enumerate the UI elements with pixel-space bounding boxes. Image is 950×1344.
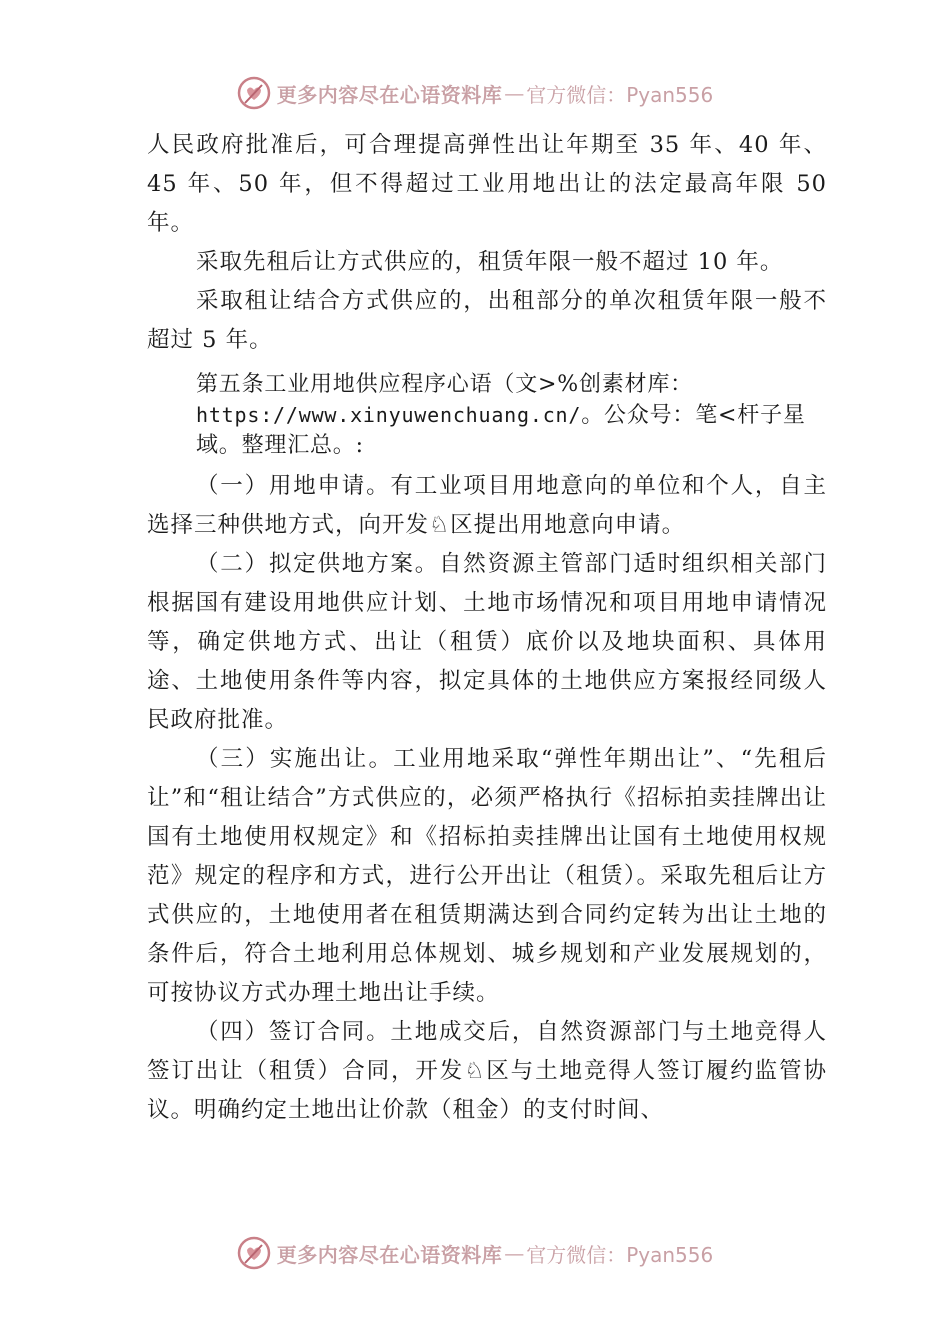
article-tail: 。公众号：笔<杆子星域。整理汇总。: bbox=[196, 403, 806, 458]
footer-banner-title: 更多内容尽在心语资料库 bbox=[276, 1242, 503, 1267]
footer-banner-separator: — bbox=[504, 1241, 525, 1265]
document-body bbox=[147, 126, 827, 1130]
paragraph-6: （三）实施出让。工业用地采取“弹性年期出让”、“先租后让”和“租让结合”方式供应的，必须严格执行《招标拍卖挂牌出让国有土地使用权规定》和《招标拍卖挂牌出让国有土地使用权规范》规定的程序和方式，进行公开出让（租赁）。采取先租后让方式供应的，土地使用者在租赁期满达到合同约定转为出让土地的条件后，符合土地利用总体规划、城乡规划和产业发展规划的，可按协议方式办理土地出让手续。 bbox=[147, 746, 827, 1006]
article-title: 第五条工业用地供应程序心语（文>%创素材库： bbox=[196, 372, 693, 397]
article-url: https://www.xinyuwenchuang.cn/ bbox=[196, 403, 582, 427]
article-heading bbox=[196, 370, 827, 461]
heart-pen-logo-icon bbox=[237, 1236, 271, 1270]
footer-banner-wechat: 官方微信：Pyan556 bbox=[526, 1242, 714, 1267]
paragraph-2: 采取先租后让方式供应的，租赁年限一般不超过 10 年。 bbox=[196, 249, 784, 275]
banner-separator: — bbox=[504, 81, 525, 105]
paragraph-7: （四）签订合同。土地成交后，自然资源部门与土地竞得人签订出让（租赁）合同，开发♘区与土地竞得人签订履约监管协议。明确约定土地出让价款（租金）的支付时间、 bbox=[147, 1019, 827, 1123]
footer-banner bbox=[0, 1233, 950, 1273]
heart-pen-logo-icon bbox=[237, 76, 271, 110]
paragraph-4: （一）用地申请。有工业项目用地意向的单位和个人，自主选择三种供地方式，向开发♘区提出用地意向申请。 bbox=[147, 473, 827, 538]
banner-wechat: 官方微信：Pyan556 bbox=[526, 82, 714, 107]
paragraph-1: 人民政府批准后，可合理提高弹性出让年期至 35 年、40 年、45 年、50 年，但不得超过工业用地出让的法定最高年限 50 年。 bbox=[147, 132, 827, 236]
banner-title: 更多内容尽在心语资料库 bbox=[276, 82, 503, 107]
paragraph-5: （二）拟定供地方案。自然资源主管部门适时组织相关部门根据国有建设用地供应计划、土地市场情况和项目用地申请情况等，确定供地方式、出让（租赁）底价以及地块面积、具体用途、土地使用条件等内容，拟定具体的土地供应方案报经同级人民政府批准。 bbox=[147, 551, 827, 733]
header-banner bbox=[0, 73, 950, 113]
paragraph-3: 采取租让结合方式供应的，出租部分的单次租赁年限一般不超过 5 年。 bbox=[147, 288, 827, 353]
